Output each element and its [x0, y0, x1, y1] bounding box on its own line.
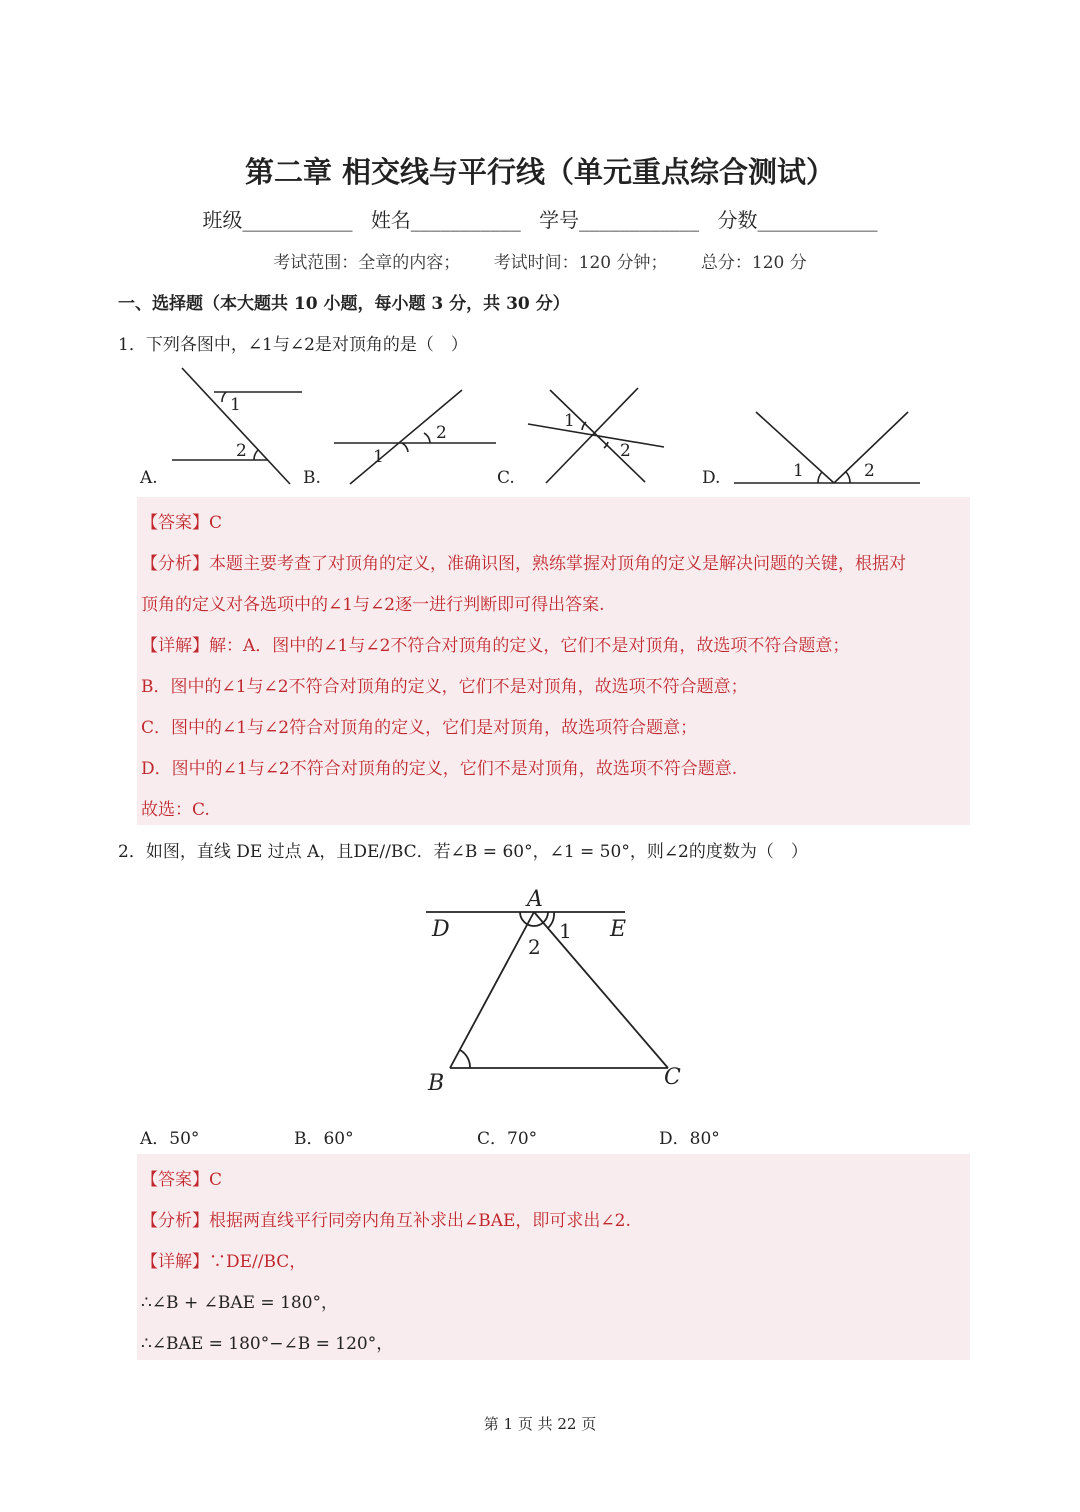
fig-b-arc-2 — [424, 433, 430, 443]
fig-a-arc-2 — [254, 450, 258, 460]
label-angle-1: 1 — [559, 919, 572, 943]
student-id-field: 学号____________ — [539, 208, 700, 232]
fig-b-label-1: 1 — [373, 447, 384, 467]
q1-option-c: C. — [497, 468, 515, 488]
q1-detail-line-1: 【详解】解：A．图中的∠1与∠2不符合对顶角的定义，它们不是对顶角，故选项不符合题意； — [141, 636, 850, 656]
q1-option-b: B. — [303, 468, 321, 488]
q2-detail-line-1: 【详解】∵DE//BC， — [141, 1252, 307, 1272]
q2-choice-b: B．60° — [294, 1129, 354, 1149]
page-footer: 第 1 页 共 22 页 — [483, 1415, 597, 1433]
fig-b-arc-1 — [402, 443, 408, 452]
question-1-stem: 1．下列各图中，∠1与∠2是对顶角的是（ ） — [118, 335, 468, 355]
fig-d-arc-1 — [818, 472, 822, 483]
fig-c-label-2: 2 — [620, 441, 631, 461]
exam-total: 总分：120 分 — [700, 253, 807, 273]
q2-choice-d: D．80° — [659, 1129, 720, 1149]
q1-option-a: A. — [140, 468, 158, 488]
q2-choice-a: A．50° — [140, 1129, 200, 1149]
q1-analysis-line-2: 顶角的定义对各选项中的∠1与∠2逐一进行判断即可得出答案. — [141, 595, 605, 615]
fig-a-arc-1 — [222, 392, 226, 402]
q1-detail-line-3: C．图中的∠1与∠2符合对顶角的定义，它们是对顶角，故选项符合题意； — [141, 718, 698, 738]
fig-d-arc-2 — [846, 472, 850, 483]
q2-detail-line-2: ∴∠B + ∠BAE = 180°， — [141, 1293, 339, 1313]
fig-a-transversal — [182, 368, 290, 484]
fig-c-arc-1 — [582, 422, 586, 430]
q1-analysis-line-1: 【分析】本题主要考查了对顶角的定义，准确识图，熟练掌握对顶角的定义是解决问题的关键，根据对 — [141, 554, 906, 574]
label-e: E — [610, 917, 627, 942]
name-field: 姓名___________ — [370, 208, 521, 232]
label-a: A — [527, 887, 543, 912]
arc-angle-b — [460, 1050, 470, 1068]
fig-d-label-1: 1 — [793, 461, 804, 481]
section-heading: 一、选择题（本大题共 10 小题，每小题 3 分，共 30 分） — [118, 294, 570, 314]
question-2-stem: 2．如图，直线 DE 过点 A，且DE//BC．若∠B = 60°，∠1 = 50°，则∠2的度数为（ ） — [118, 842, 808, 862]
question-1-answer-box — [137, 497, 970, 825]
fig-c-label-1: 1 — [564, 411, 575, 431]
question-2-answer-box — [137, 1154, 970, 1360]
q1-option-d: D. — [702, 468, 721, 488]
label-b: B — [428, 1071, 445, 1096]
q2-choice-c: C．70° — [477, 1129, 538, 1149]
q1-detail-line-4: D．图中的∠1与∠2不符合对顶角的定义，它们不是对顶角，故选项不符合题意. — [141, 759, 738, 779]
exam-range: 考试范围：全章的内容； — [273, 253, 461, 273]
label-angle-2: 2 — [528, 935, 541, 959]
arc-angle-1 — [548, 912, 554, 928]
label-d: D — [432, 917, 450, 942]
fig-b-label-2: 2 — [436, 423, 447, 443]
fig-a-label-2: 2 — [236, 441, 247, 461]
q2-detail-line-3: ∴∠BAE = 180°−∠B = 120°， — [141, 1334, 394, 1354]
exam-time: 考试时间：120 分钟； — [493, 253, 668, 273]
exam-scope-line — [0, 248, 1080, 273]
question-1-figures — [130, 362, 950, 492]
q2-answer: 【答案】C — [141, 1170, 223, 1190]
line-ac — [534, 912, 668, 1068]
question-2-figure — [420, 880, 700, 1100]
fig-c-line-3 — [528, 424, 664, 447]
q2-analysis: 【分析】根据两直线平行同旁内角互补求出∠BAE，即可求出∠2. — [141, 1211, 631, 1231]
q1-answer: 【答案】C — [141, 513, 223, 533]
fig-d-label-2: 2 — [864, 461, 875, 481]
page-title: 第二章 相交线与平行线（单元重点综合测试） — [244, 155, 836, 189]
fig-a-label-1: 1 — [230, 395, 241, 415]
line-ab — [450, 912, 534, 1068]
q1-detail-line-2: B．图中的∠1与∠2不符合对顶角的定义，它们不是对顶角，故选项不符合题意； — [141, 677, 748, 697]
student-info-line — [0, 204, 1080, 233]
label-c: C — [664, 1065, 681, 1090]
q1-detail-line-5: 故选：C. — [141, 800, 210, 820]
score-field: 分数____________ — [717, 208, 878, 232]
class-field: 班级___________ — [202, 208, 353, 232]
